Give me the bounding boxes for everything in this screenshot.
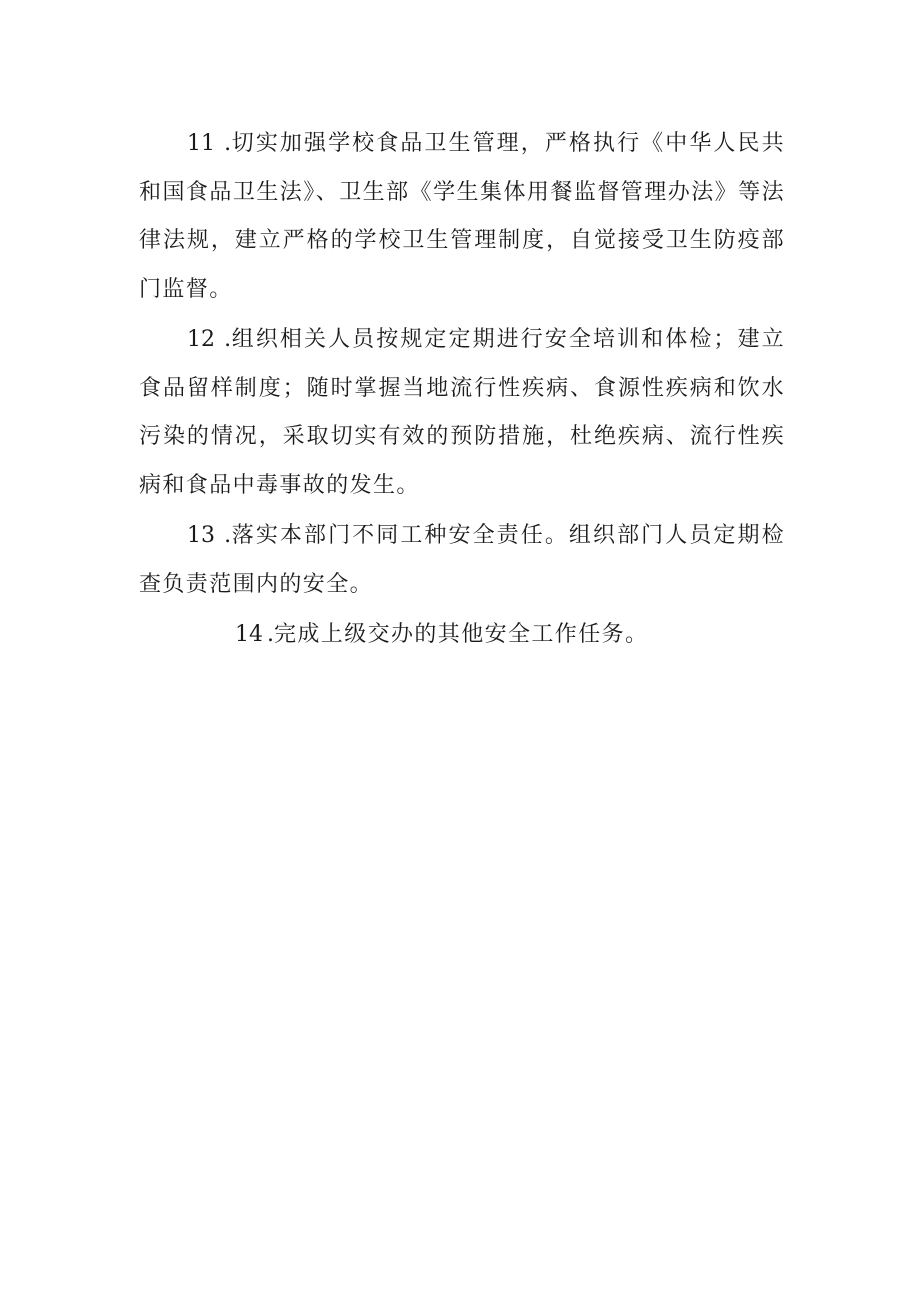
item-separator: . bbox=[224, 131, 232, 156]
item-text: 组织相关人员按规定定期进行安全培训和体检；建立食品留样制度；随时掌握当地流行性疾病、食源性疾病和饮水污染的情况，采取切实有效的预防措施，杜绝疾病、流行性疾病和食品中毒事故的发生。 bbox=[139, 327, 785, 498]
item-text: 切实加强学校食品卫生管理，严格执行《中华人民共和国食品卫生法》、卫生部《学生集体用餐监督管理办法》等法律法规，建立严格的学校卫生管理制度，自觉接受卫生防疫部门监督。 bbox=[139, 131, 785, 302]
list-item bbox=[139, 611, 785, 660]
item-number: 12 bbox=[187, 327, 215, 352]
item-number: 14 bbox=[235, 622, 263, 647]
list-item bbox=[139, 512, 785, 609]
item-text: 完成上级交办的其他安全工作任务。 bbox=[274, 622, 649, 647]
item-number: 13 bbox=[187, 523, 215, 548]
list-item bbox=[139, 316, 785, 510]
item-separator: . bbox=[267, 622, 274, 647]
item-number: 11 bbox=[187, 131, 215, 156]
item-text: 落实本部门不同工种安全责任。组织部门人员定期检查负责范围内的安全。 bbox=[139, 523, 785, 597]
item-separator: . bbox=[224, 327, 232, 352]
item-separator: . bbox=[224, 523, 232, 548]
list-item bbox=[139, 120, 785, 314]
document-body bbox=[139, 120, 785, 662]
